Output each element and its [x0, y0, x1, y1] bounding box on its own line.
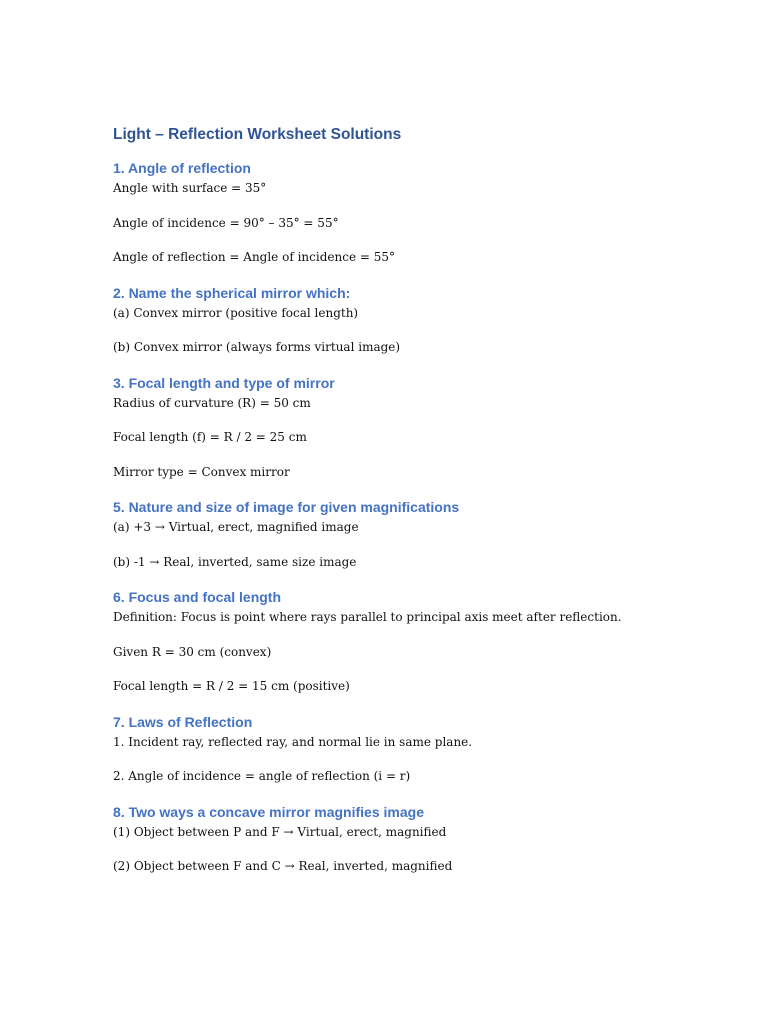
paragraph: Angle with surface = 35°	[113, 181, 267, 195]
section-focal-length-type	[113, 373, 713, 482]
paragraph: (2) Object between F and C → Real, inverted, magnified	[113, 859, 453, 873]
paragraph: Given R = 30 cm (convex)	[113, 644, 272, 659]
section-heading: 1. Angle of reflection	[113, 160, 251, 176]
paragraph: Mirror type = Convex mirror	[113, 464, 290, 479]
paragraph: (1) Object between P and F → Virtual, erect, magnified	[113, 824, 447, 839]
document-title: Light – Reflection Worksheet Solutions	[113, 126, 402, 143]
section-heading: 7. Laws of Reflection	[113, 713, 253, 730]
section-heading: 2. Name the spherical mirror which:	[113, 284, 351, 301]
section-magnifications	[113, 497, 713, 571]
paragraph: Angle of incidence = 90° – 35° = 55°	[113, 215, 339, 230]
section-heading: 3. Focal length and type of mirror	[113, 374, 335, 391]
paragraph: Focal length = R / 2 = 15 cm (positive)	[113, 679, 350, 693]
paragraph: (a) +3 → Virtual, erect, magnified image	[113, 520, 359, 534]
section-spherical-mirror	[113, 283, 713, 357]
paragraph: 1. Incident ray, reflected ray, and normal lie in same plane.	[113, 734, 473, 749]
section-focus-focal-length	[113, 587, 713, 696]
section-heading: 5. Nature and size of image for given magnifications	[113, 499, 460, 515]
section-angle-of-reflection	[113, 158, 713, 267]
paragraph: Definition: Focus is point where rays parallel to principal axis meet after reflection.	[113, 610, 622, 624]
section-laws-of-reflection	[113, 712, 713, 786]
paragraph: Angle of reflection = Angle of incidence = 55°	[113, 250, 395, 264]
section-heading: 6. Focus and focal length	[113, 589, 282, 605]
paragraph: Radius of curvature (R) = 50 cm	[113, 395, 311, 410]
document-page	[113, 124, 713, 892]
paragraph: Focal length (f) = R / 2 = 25 cm	[113, 430, 307, 444]
paragraph: 2. Angle of incidence = angle of reflection (i = r)	[113, 769, 411, 783]
paragraph: (a) Convex mirror (positive focal length)	[113, 305, 359, 320]
paragraph: (b) -1 → Real, inverted, same size image	[113, 554, 357, 569]
section-concave-magnifies	[113, 802, 713, 876]
section-heading: 8. Two ways a concave mirror magnifies image	[113, 803, 424, 820]
paragraph: (b) Convex mirror (always forms virtual image)	[113, 340, 401, 354]
